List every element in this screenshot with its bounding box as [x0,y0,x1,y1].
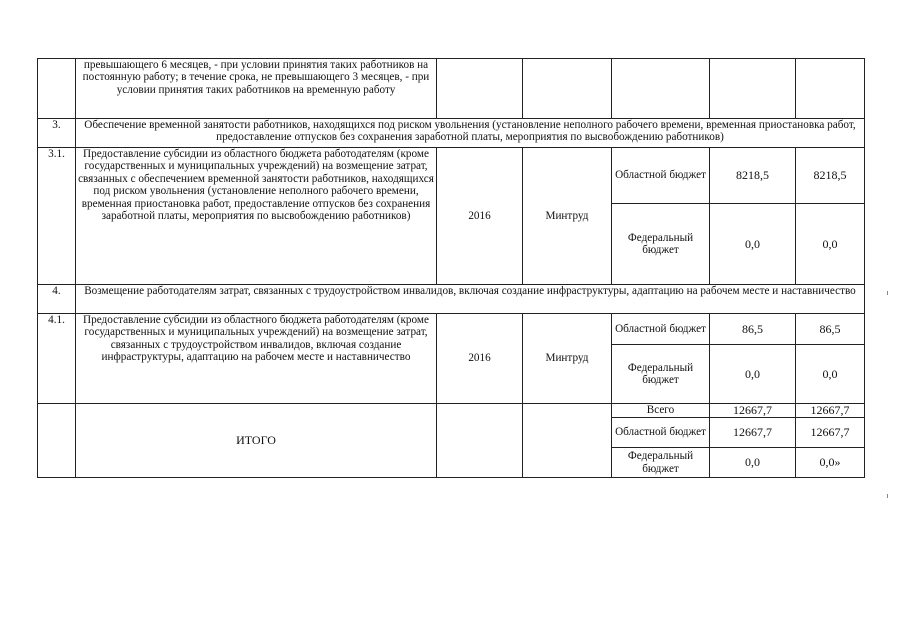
cell-value-a: 12667,7 [710,404,796,418]
table-row-continuation [38,59,865,119]
cell-year: 2016 [437,314,523,404]
table-row-section-4 [38,285,865,314]
table-row-section-3 [38,119,865,148]
cell-executor: Минтруд [523,148,612,285]
cell-executor [523,404,612,478]
scan-mark [887,494,888,498]
cell-value-b [796,59,865,119]
cell-source [612,59,710,119]
cell-num [38,404,76,478]
cell-source: Всего [612,404,710,418]
document-table-page [37,58,864,481]
section-heading: Возмещение работодателям затрат, связанных с трудоустройством инвалидов, включая создание инфраструктуры, адаптацию на рабочем месте и наставничество [76,285,865,314]
cell-num: 3.1. [38,148,76,285]
cell-value-b: 12667,7 [796,418,865,448]
cell-source: Федеральный бюджет [612,345,710,404]
cell-source: Областной бюджет [612,418,710,448]
cell-year: 2016 [437,148,523,285]
cell-value-a: 12667,7 [710,418,796,448]
cell-year [437,404,523,478]
scan-mark [887,291,888,295]
cell-value-a: 0,0 [710,345,796,404]
cell-value-a: 86,5 [710,314,796,345]
cell-num: 3. [38,119,76,148]
total-label: ИТОГО [76,404,437,478]
cell-value-b: 0,0 [796,204,865,285]
program-measures-table [37,58,865,478]
cell-year [437,59,523,119]
cell-executor: Минтруд [523,314,612,404]
cell-value-b: 12667,7 [796,404,865,418]
cell-num [38,59,76,119]
cell-value-b: 0,0» [796,448,865,478]
table-row-3-1-regional [38,148,865,204]
cell-description: Предоставление субсидии из областного бюджета работодателям (кроме государственных и муниципальных учреждений) на возмещение затрат, связанных с обеспечением временной занятости работников, находящихся под риском увольнения (установление неполного рабочего времени, временная приостановка работ, предоставление отпусков без сохранения заработной платы, мероприятия по высвобождению работников) [76,148,437,285]
cell-source: Федеральный бюджет [612,448,710,478]
cell-value-a: 8218,5 [710,148,796,204]
cell-description: Предоставление субсидии из областного бюджета работодателям (кроме государственных и муниципальных учреждений) на возмещение затрат, связанных с трудоустройством инвалидов, включая создание инфраструктуры, адаптацию на рабочем месте и наставничество [76,314,437,404]
cell-value-b: 86,5 [796,314,865,345]
cell-executor [523,59,612,119]
cell-value-a: 0,0 [710,204,796,285]
cell-source: Областной бюджет [612,314,710,345]
cell-value-a [710,59,796,119]
cell-value-b: 0,0 [796,345,865,404]
section-heading: Обеспечение временной занятости работников, находящихся под риском увольнения (установление неполного рабочего времени, временная приостановка работ, предоставление отпусков без сохранения заработной платы, мероприятия по высвобождению работников) [76,119,865,148]
table-row-total-all [38,404,865,418]
cell-value-a: 0,0 [710,448,796,478]
table-row-4-1-regional [38,314,865,345]
cell-num: 4.1. [38,314,76,404]
cell-source: Федеральный бюджет [612,204,710,285]
cell-value-b: 8218,5 [796,148,865,204]
cell-source: Областной бюджет [612,148,710,204]
cell-description: превышающего 6 месяцев, - при условии принятия таких работников на постоянную работу; в течение срока, не превышающего 3 месяцев, - при условии принятия таких работников на временную работу [76,59,437,119]
cell-num: 4. [38,285,76,314]
